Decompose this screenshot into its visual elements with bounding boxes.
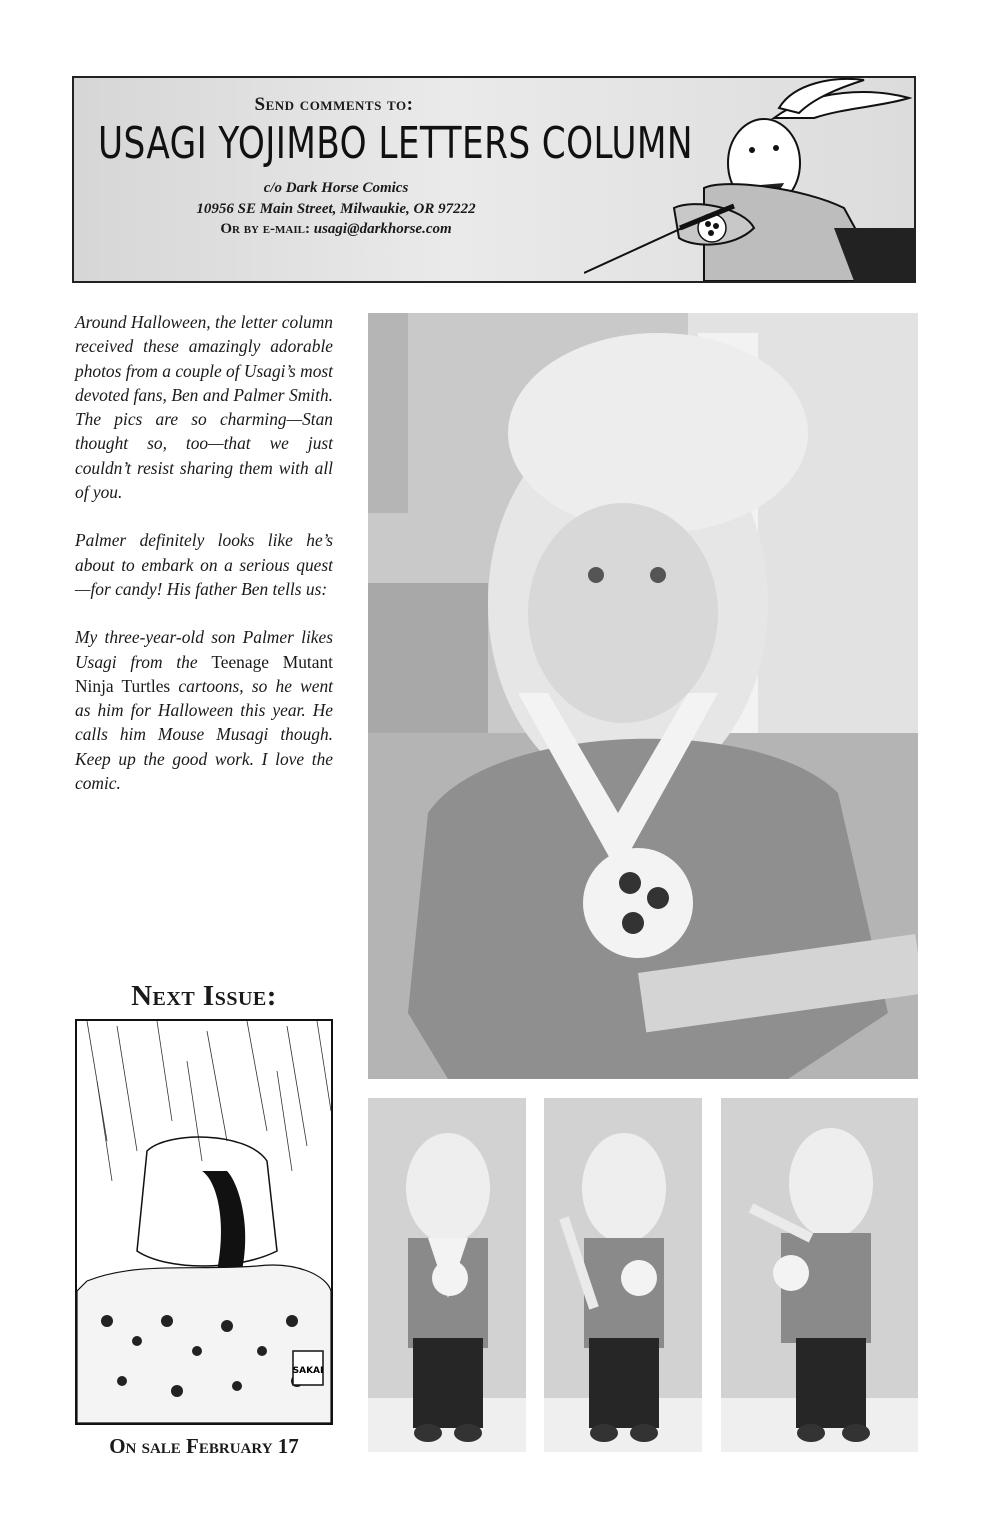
letter-text <box>75 310 333 819</box>
send-comments-label: Send comments to: <box>254 94 414 115</box>
costume-photo-1 <box>368 1098 526 1452</box>
next-issue-cover <box>75 1019 333 1425</box>
costume-photo-3 <box>721 1098 918 1452</box>
letter-part: cartoons, so he went as him for Halloween this year. He calls him Mouse Musagi though. Keep up the good work. I love the comic. <box>75 675 333 794</box>
email-line <box>166 221 506 238</box>
main-costume-photo <box>368 313 918 1079</box>
intro-paragraph: Around Halloween, the letter column received these amazingly adorable photos from a couple of Usagi’s most devoted fans, Ben and Palmer Smith. The pics are so charming—Stan thought so, too—that we just couldn’t resist sharing them with all of you. <box>75 312 333 503</box>
on-sale-date: On sale February 17 <box>109 1434 299 1458</box>
costume-photo-2 <box>544 1098 702 1452</box>
address-line-2: 10956 SE Main Street, Milwaukie, OR 97222 <box>196 201 476 217</box>
column-title: USAGI YOJIMBO LETTERS COLUMN <box>98 118 693 169</box>
show-title: Teenage Mutant Ninja Turtles <box>75 651 333 696</box>
reader-letter-paragraph <box>75 625 333 795</box>
email-prefix: Or by e-mail: <box>220 221 310 237</box>
usagi-illustration <box>584 78 914 281</box>
letters-column-banner <box>72 76 916 283</box>
address-line-1: c/o Dark Horse Comics <box>263 180 409 196</box>
email-address[interactable]: usagi@darkhorse.com <box>313 221 452 237</box>
next-issue-heading: Next Issue: <box>131 980 277 1012</box>
artist-signature: SAKAI <box>292 1366 324 1376</box>
letter-part: My three-year-old son Palmer likes Usagi from the <box>75 627 333 672</box>
context-paragraph: Palmer definitely looks like he’s about to embark on a serious quest—for candy! His father Ben tells us: <box>75 530 333 599</box>
